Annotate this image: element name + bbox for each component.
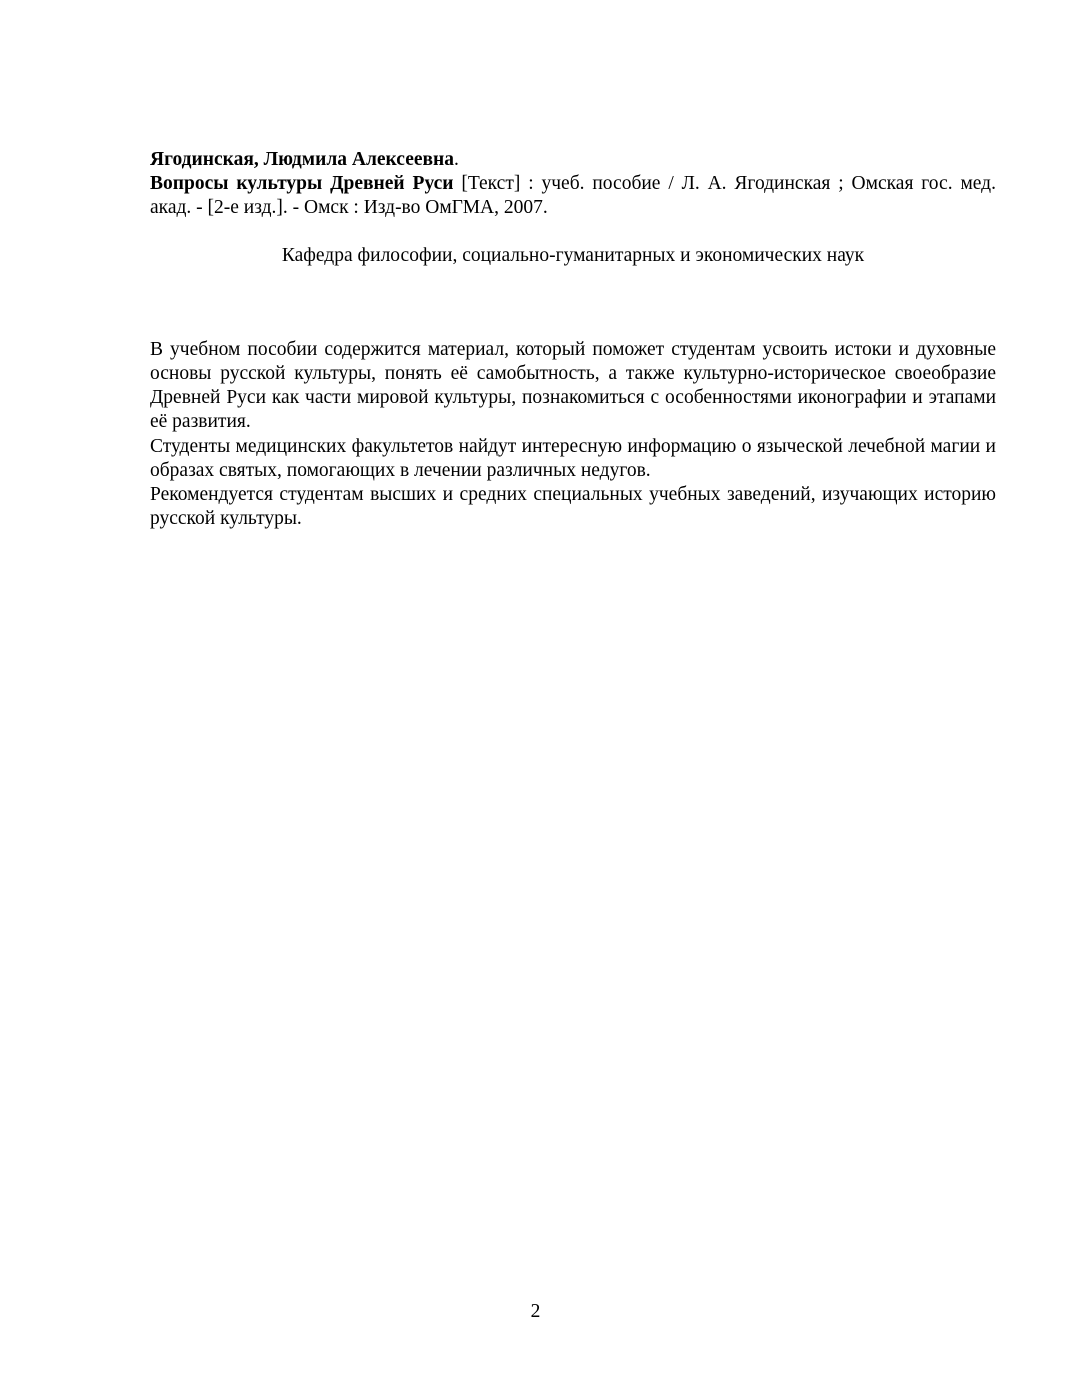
author-name: Ягодинская, Людмила Алексеевна	[150, 149, 455, 170]
author-end: .	[454, 149, 459, 170]
title-line	[150, 172, 996, 220]
abstract-paragraph: В учебном пособии содержится материал, который поможет студентам усвоить истоки и духовные основы русской культуры, понять её самобытность, а также культурно-историческое своеобразие Древней Руси как части мировой культуры, познакомиться с особенностями иконографии и этапами её развития.	[150, 338, 996, 433]
bibliographic-record	[150, 148, 996, 221]
author-line	[150, 148, 996, 172]
abstract	[150, 338, 996, 532]
page-number: 2	[530, 1301, 541, 1322]
abstract-paragraph: Рекомендуется студентам высших и средних специальных учебных заведений, изучающих историю русской культуры.	[150, 484, 996, 530]
book-title: Вопросы культуры Древней Руси	[150, 173, 454, 195]
page-content	[150, 148, 996, 531]
department-name: Кафедра философии, социально-гуманитарных и экономических наук	[281, 244, 865, 266]
publication-details: [Текст] : учеб. пособие / Л. А. Ягодинская ; Омская гос. мед. акад. - [2-е изд.]. - Омск : Изд-во ОмГМА, 2007.	[150, 173, 996, 219]
abstract-paragraph: Студенты медицинских факультетов найдут интересную информацию о языческой лечебной магии и образах святых, помогающих в лечении различных недугов.	[150, 435, 996, 481]
